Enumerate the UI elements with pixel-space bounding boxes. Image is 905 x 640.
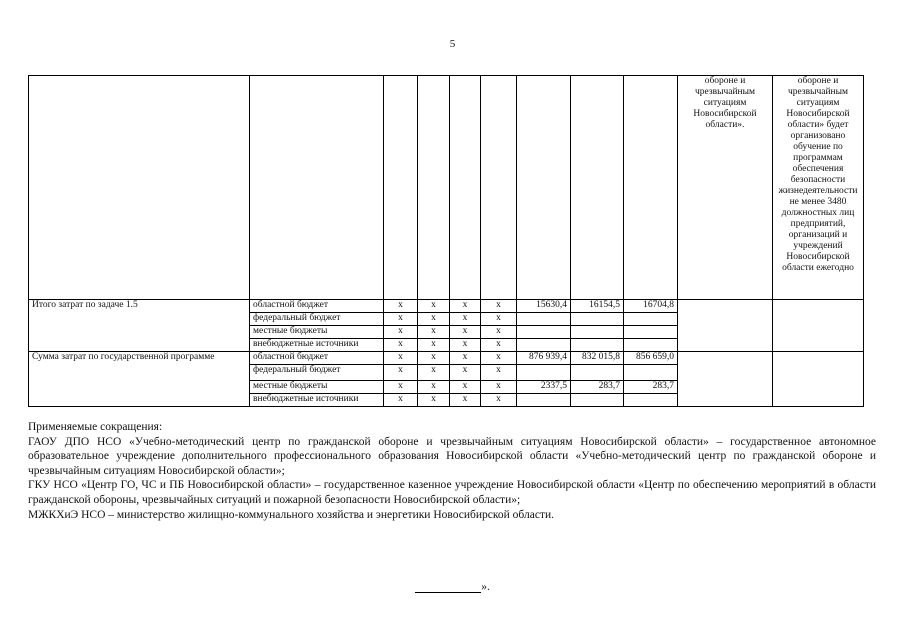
funding-source: федеральный бюджет bbox=[250, 365, 384, 381]
abbreviations-heading: Применяемые сокращения: bbox=[28, 421, 163, 433]
x-mark: x bbox=[384, 394, 418, 407]
cell-empty bbox=[517, 76, 571, 300]
x-mark: x bbox=[418, 300, 450, 313]
cell-empty bbox=[773, 352, 864, 407]
value-year-1 bbox=[517, 326, 571, 339]
cell-empty bbox=[384, 76, 418, 300]
x-mark: x bbox=[418, 313, 450, 326]
funding-source: федеральный бюджет bbox=[250, 313, 384, 326]
cell-empty bbox=[624, 76, 678, 300]
value-year-2 bbox=[571, 394, 624, 407]
x-mark: x bbox=[481, 394, 517, 407]
value-year-1 bbox=[517, 339, 571, 352]
block-label: Итого затрат по задаче 1.5 bbox=[29, 300, 250, 352]
x-mark: x bbox=[481, 313, 517, 326]
value-year-2 bbox=[571, 326, 624, 339]
value-year-2: 16154,5 bbox=[571, 300, 624, 313]
x-mark: x bbox=[384, 300, 418, 313]
value-year-1: 15630,4 bbox=[517, 300, 571, 313]
table-row bbox=[29, 300, 864, 313]
cell-empty bbox=[678, 300, 773, 352]
cell-executor: обороне и чрезвычайным ситуациям Новосибирской области». bbox=[678, 76, 773, 300]
underline-blank bbox=[415, 580, 481, 593]
cell-empty bbox=[418, 76, 450, 300]
x-mark: x bbox=[418, 365, 450, 381]
value-year-3 bbox=[624, 326, 678, 339]
cell-empty bbox=[678, 352, 773, 407]
value-year-3 bbox=[624, 365, 678, 381]
funding-source: местные бюджеты bbox=[250, 326, 384, 339]
document-end-mark bbox=[0, 580, 905, 593]
x-mark: x bbox=[418, 394, 450, 407]
page-number: 5 bbox=[449, 38, 456, 50]
x-mark: x bbox=[450, 339, 481, 352]
value-year-1 bbox=[517, 313, 571, 326]
funding-source: областной бюджет bbox=[250, 300, 384, 313]
x-mark: x bbox=[450, 326, 481, 339]
value-year-2 bbox=[571, 313, 624, 326]
x-mark: x bbox=[450, 365, 481, 381]
x-mark: x bbox=[384, 352, 418, 365]
x-mark: x bbox=[481, 339, 517, 352]
x-mark: x bbox=[481, 352, 517, 365]
cell-empty bbox=[571, 76, 624, 300]
cell-empty bbox=[773, 300, 864, 352]
value-year-3 bbox=[624, 313, 678, 326]
value-year-1: 2337,5 bbox=[517, 381, 571, 394]
block-label: Сумма затрат по государственной программе bbox=[29, 352, 250, 407]
x-mark: x bbox=[418, 352, 450, 365]
cell-empty bbox=[250, 76, 384, 300]
cell-empty bbox=[450, 76, 481, 300]
table-row-continuation bbox=[29, 76, 864, 300]
x-mark: x bbox=[481, 365, 517, 381]
x-mark: x bbox=[481, 381, 517, 394]
x-mark: x bbox=[418, 326, 450, 339]
abbreviation-item: ГАОУ ДПО НСО «Учебно-методический центр по гражданской обороне и чрезвычайным ситуациям Новосибирской области» – государственное автономное образовательное учреждение дополнительного профессионального образования Новосибирской области «Учебно-методический центр по гражданской обороне и чрезвычайным ситуациям Новосибирской области»; bbox=[28, 435, 876, 477]
x-mark: x bbox=[450, 381, 481, 394]
abbreviations-section bbox=[28, 420, 876, 522]
funding-source: внебюджетные источники bbox=[250, 394, 384, 407]
value-year-2: 832 015,8 bbox=[571, 352, 624, 365]
value-year-3: 856 659,0 bbox=[624, 352, 678, 365]
x-mark: x bbox=[450, 352, 481, 365]
value-year-2: 283,7 bbox=[571, 381, 624, 394]
x-mark: x bbox=[384, 326, 418, 339]
value-year-1: 876 939,4 bbox=[517, 352, 571, 365]
value-year-1 bbox=[517, 394, 571, 407]
cell-empty bbox=[481, 76, 517, 300]
abbreviation-item: ГКУ НСО «Центр ГО, ЧС и ПБ Новосибирской области» – государственное казенное учреждение Новосибирской области «Центр по обеспечению мероприятий в области гражданской обороны, чрезвычайных ситуаций и пожарной безопасности Новосибирской области»; bbox=[28, 479, 876, 506]
x-mark: x bbox=[384, 365, 418, 381]
x-mark: x bbox=[384, 381, 418, 394]
value-year-2 bbox=[571, 365, 624, 381]
funding-source: внебюджетные источники bbox=[250, 339, 384, 352]
funding-source: местные бюджеты bbox=[250, 381, 384, 394]
value-year-3 bbox=[624, 339, 678, 352]
x-mark: x bbox=[450, 394, 481, 407]
value-year-3: 283,7 bbox=[624, 381, 678, 394]
x-mark: x bbox=[450, 300, 481, 313]
cell-expected-result: обороне и чрезвычайным ситуациям Новосибирской области» будет организовано обучение по программам обеспечения безопасности жизнедеятельности не менее 3480 должностных лиц предприятий, организаций и учреждений Новосибирской области ежегодно bbox=[773, 76, 864, 300]
cell-empty bbox=[29, 76, 250, 300]
abbreviation-item: МЖКХиЭ НСО – министерство жилищно-коммунального хозяйства и энергетики Новосибирской области. bbox=[28, 508, 554, 521]
value-year-3: 16704,8 bbox=[624, 300, 678, 313]
x-mark: x bbox=[384, 313, 418, 326]
x-mark: x bbox=[481, 300, 517, 313]
closing-quote: ». bbox=[481, 581, 490, 593]
x-mark: x bbox=[384, 339, 418, 352]
value-year-2 bbox=[571, 339, 624, 352]
table-row bbox=[29, 352, 864, 365]
x-mark: x bbox=[418, 339, 450, 352]
value-year-1 bbox=[517, 365, 571, 381]
value-year-3 bbox=[624, 394, 678, 407]
x-mark: x bbox=[450, 313, 481, 326]
funding-source: областной бюджет bbox=[250, 352, 384, 365]
x-mark: x bbox=[418, 381, 450, 394]
cost-table bbox=[28, 75, 864, 407]
x-mark: x bbox=[481, 326, 517, 339]
